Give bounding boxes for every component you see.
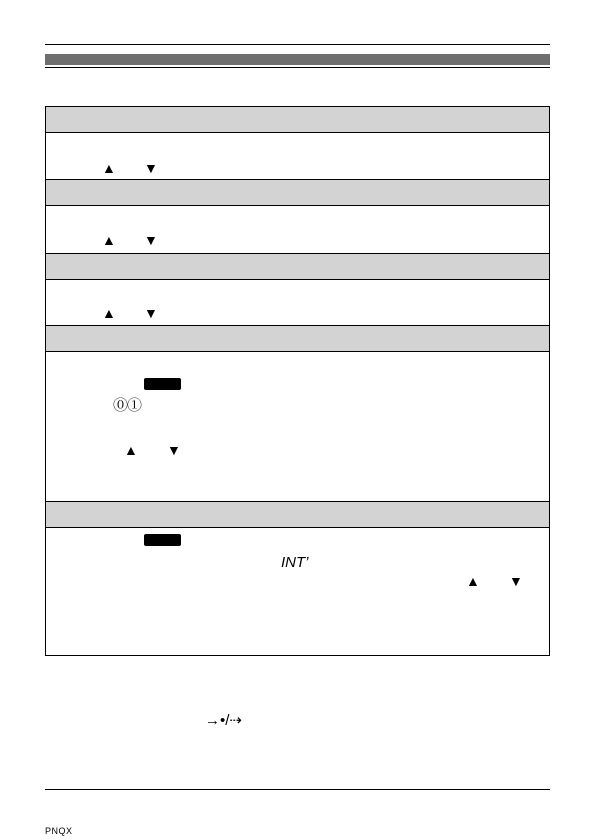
down-arrow-icon: ▼: [144, 232, 158, 248]
section-4-header: [46, 325, 549, 352]
down-arrow-icon: ▼: [167, 442, 181, 458]
section-1-header: [46, 107, 549, 133]
section-2-header: [46, 179, 549, 206]
transfer-symbol-icon: →•/⇢: [205, 712, 242, 729]
section-3-header: [46, 253, 549, 280]
up-arrow-icon: ▲: [102, 232, 116, 248]
up-arrow-icon: ▲: [124, 442, 138, 458]
menu-key-icon: [144, 534, 181, 546]
circled-digit-keys-icon: ⓪①: [113, 397, 142, 414]
down-arrow-icon: ▼: [144, 160, 158, 176]
int-label: INT’: [281, 554, 309, 571]
footer-rule: [45, 789, 550, 790]
settings-table: [45, 106, 550, 656]
header-title-bar: [45, 54, 550, 65]
header-bottom-rule: [45, 67, 550, 68]
menu-key-icon: [144, 378, 181, 390]
section-5-header: [46, 501, 549, 528]
up-arrow-icon: ▲: [466, 573, 480, 589]
footer-text: PNQX: [45, 826, 73, 836]
header-top-rule: [45, 44, 550, 45]
up-arrow-icon: ▲: [102, 160, 116, 176]
up-arrow-icon: ▲: [102, 305, 116, 321]
down-arrow-icon: ▼: [509, 573, 523, 589]
down-arrow-icon: ▼: [144, 305, 158, 321]
